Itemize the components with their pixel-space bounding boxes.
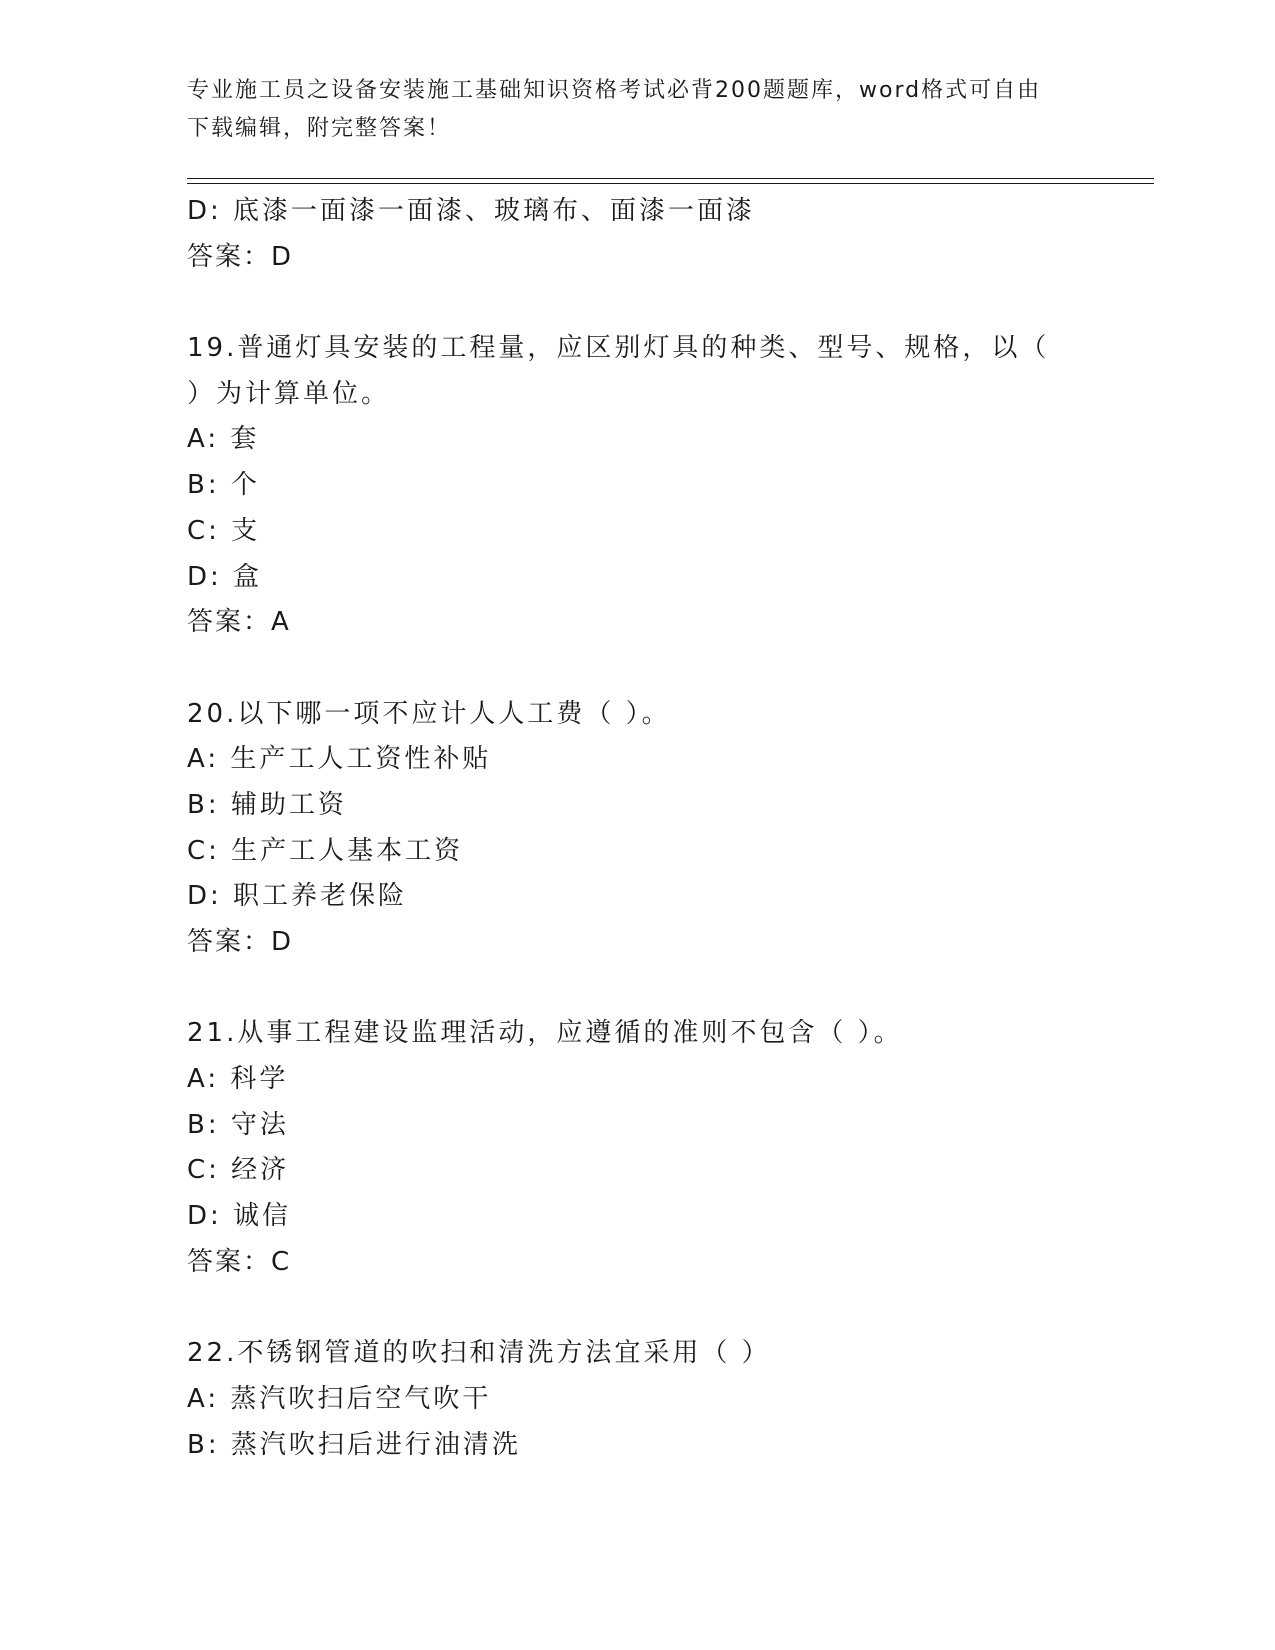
option-b: B: 守法 xyxy=(187,1109,289,1140)
question-stem: 19.普通灯具安装的工程量，应区别灯具的种类、型号、规格，以（ xyxy=(187,333,1050,364)
answer-label: 答案： xyxy=(187,241,272,272)
question-21 xyxy=(187,1011,1147,1285)
option-a: A: 生产工人工资性补贴 xyxy=(187,744,492,775)
option-c: C: 支 xyxy=(187,515,261,546)
answer-line xyxy=(187,600,1147,646)
option-b: B: 个 xyxy=(187,470,260,501)
question-20 xyxy=(187,692,1147,966)
option-d: D: 底漆一面漆一面漆、玻璃布、面漆一面漆 xyxy=(187,196,756,226)
question-stem: 20.以下哪一项不应计人人工费（ ）。 xyxy=(187,698,671,729)
answer-line xyxy=(187,920,1147,966)
answer-line xyxy=(187,1240,1147,1286)
header-line-2: 下载编辑，附完整答案！ xyxy=(187,116,452,141)
option-c: C: 生产工人基本工资 xyxy=(187,835,464,866)
question-stem: 22.不锈钢管道的吹扫和清洗方法宜采用（ ） xyxy=(187,1338,771,1369)
answer-line xyxy=(187,235,1147,281)
question-19 xyxy=(187,326,1147,646)
question-list xyxy=(187,189,1147,1468)
question-stem: 21.从事工程建设监理活动，应遵循的准则不包含（ ）。 xyxy=(187,1018,903,1049)
answer-label: 答案： xyxy=(187,607,272,638)
answer-label: 答案： xyxy=(187,1246,272,1277)
option-a: A: 套 xyxy=(187,424,260,455)
question-22 xyxy=(187,1331,1147,1468)
option-d: D: 诚信 xyxy=(187,1201,292,1232)
option-b: B: 辅助工资 xyxy=(187,789,347,820)
option-c: C: 经济 xyxy=(187,1155,290,1186)
answer-value: A xyxy=(271,607,291,638)
answer-value: D xyxy=(271,927,294,957)
question-stem-continued: ）为计算单位。 xyxy=(187,378,391,409)
header-line-1: 专业施工员之设备安装施工基础知识资格考试必背200题题库，word格式可自由 xyxy=(187,78,1042,103)
header-divider-top xyxy=(187,178,1154,179)
answer-value: D xyxy=(271,241,294,272)
option-b: B: 蒸汽吹扫后进行油清洗 xyxy=(187,1429,521,1460)
document-header xyxy=(187,72,1087,148)
answer-value: C xyxy=(271,1246,292,1277)
option-d: D: 盒 xyxy=(187,561,263,592)
option-a: A: 科学 xyxy=(187,1064,289,1095)
option-a: A: 蒸汽吹扫后空气吹干 xyxy=(187,1383,492,1414)
option-d: D: 职工养老保险 xyxy=(187,881,408,912)
answer-label: 答案： xyxy=(187,927,272,957)
header-divider-bottom xyxy=(187,183,1154,184)
